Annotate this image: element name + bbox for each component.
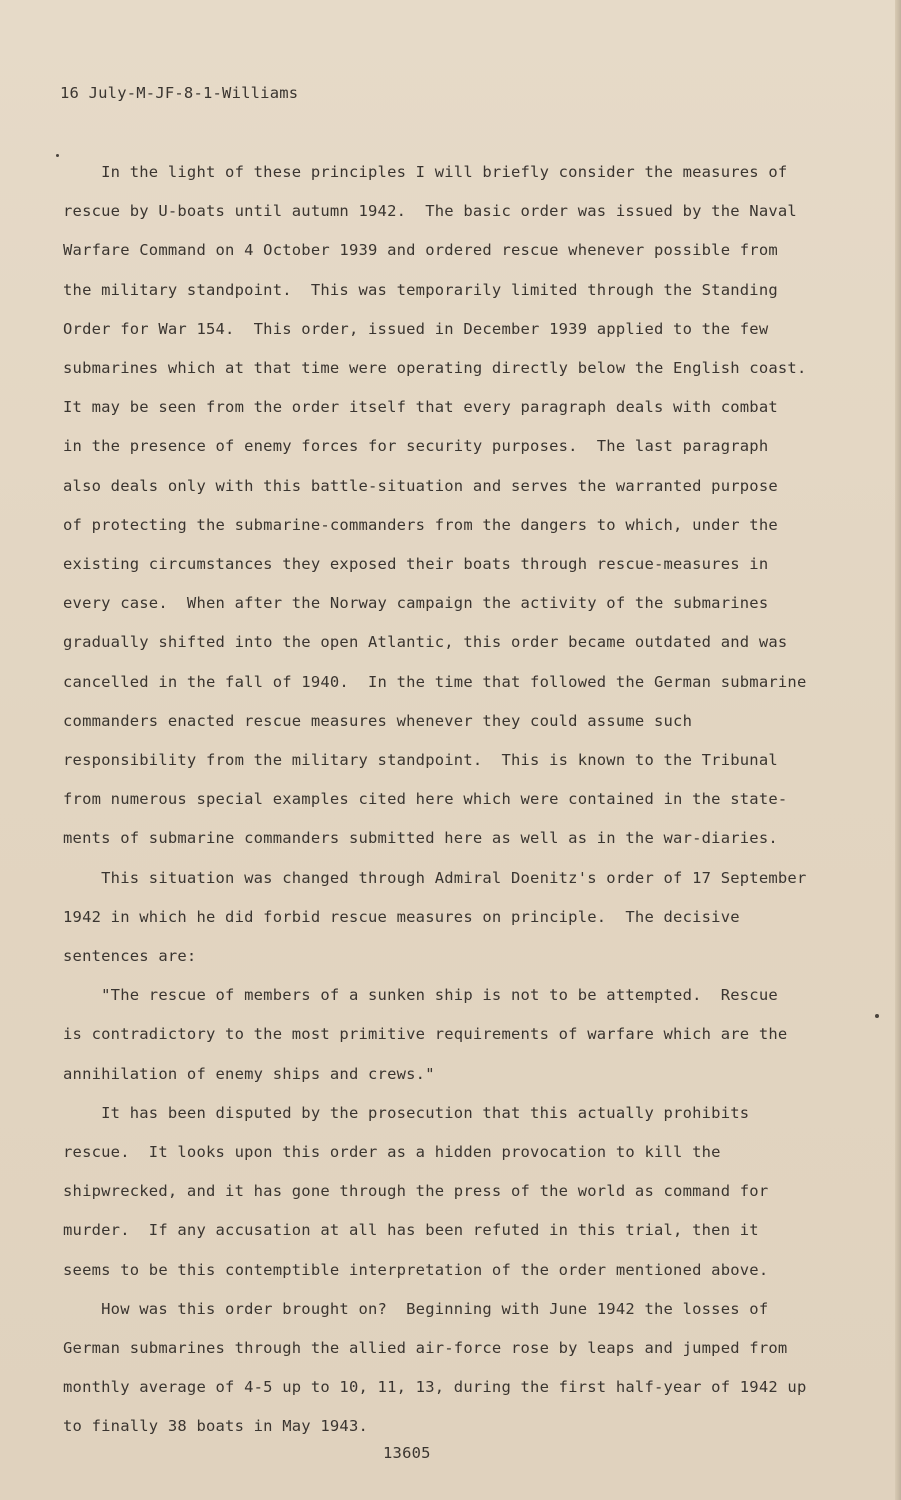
ink-speck	[875, 1014, 879, 1018]
text-line: of protecting the submarine-commanders from the dangers to which, under the	[63, 515, 778, 534]
text-line: annihilation of enemy ships and crews."	[63, 1064, 435, 1083]
text-line: submarines which at that time were operating directly below the English coast.	[63, 359, 807, 377]
text-line: responsibility from the military standpoint. This is known to the Tribunal	[63, 751, 778, 769]
text-line: Order for War 154. This order, issued in December 1939 applied to the few	[63, 319, 769, 338]
text-line: monthly average of 4-5 up to 10, 11, 13, during the first half-year of 1942 up	[63, 1378, 807, 1397]
text-line: sentences are:	[63, 947, 197, 965]
text-line: is contradictory to the most primitive requirements of warfare which are the	[63, 1025, 788, 1044]
page-edge	[895, 0, 901, 1500]
text-line: rescue. It looks upon this order as a hidden provocation to kill the	[63, 1143, 721, 1161]
ink-speck	[56, 154, 59, 157]
text-line: to finally 38 boats in May 1943.	[63, 1417, 369, 1436]
text-line: "The rescue of members of a sunken ship is not to be attempted. Rescue	[63, 986, 778, 1005]
text-line: gradually shifted into the open Atlantic, this order became outdated and was	[63, 633, 788, 652]
text-line: It may be seen from the order itself that every paragraph deals with combat	[63, 398, 778, 417]
text-line: German submarines through the allied air-force rose by leaps and jumped from	[63, 1339, 788, 1357]
text-line: This situation was changed through Admiral Doenitz's order of 17 September	[63, 868, 807, 887]
document-header: 16 July-M-JF-8-1-Williams	[60, 84, 299, 102]
text-line: In the light of these principles I will briefly consider the measures of	[63, 163, 788, 181]
text-line: the military standpoint. This was temporarily limited through the Standing	[63, 280, 778, 299]
text-line: rescue by U-boats until autumn 1942. The basic order was issued by the Naval	[63, 202, 797, 221]
text-line: seems to be this contemptible interpretation of the order mentioned above.	[63, 1260, 769, 1279]
text-line: How was this order brought on? Beginning with June 1942 the losses of	[63, 1299, 769, 1318]
page-number: 13605	[383, 1444, 431, 1462]
text-line: also deals only with this battle-situation and serves the warranted purpose	[63, 476, 778, 495]
text-line: existing circumstances they exposed their boats through rescue-measures in	[63, 555, 769, 573]
text-line: Warfare Command on 4 October 1939 and ordered rescue whenever possible from	[63, 241, 778, 260]
text-line: from numerous special examples cited here which were contained in the state-	[63, 790, 788, 809]
text-line: cancelled in the fall of 1940. In the time that followed the German submarine	[63, 672, 807, 691]
text-line: 1942 in which he did forbid rescue measures on principle. The decisive	[63, 907, 740, 926]
text-line: in the presence of enemy forces for security purposes. The last paragraph	[63, 437, 769, 456]
text-line: ments of submarine commanders submitted here as well as in the war-diaries.	[63, 829, 778, 848]
text-line: shipwrecked, and it has gone through the press of the world as command for	[63, 1182, 769, 1201]
text-line: murder. If any accusation at all has been refuted in this trial, then it	[63, 1221, 759, 1240]
text-line: commanders enacted rescue measures whenever they could assume such	[63, 711, 693, 730]
text-line: every case. When after the Norway campaign the activity of the submarines	[63, 594, 769, 613]
text-line: It has been disputed by the prosecution that this actually prohibits	[63, 1103, 750, 1122]
